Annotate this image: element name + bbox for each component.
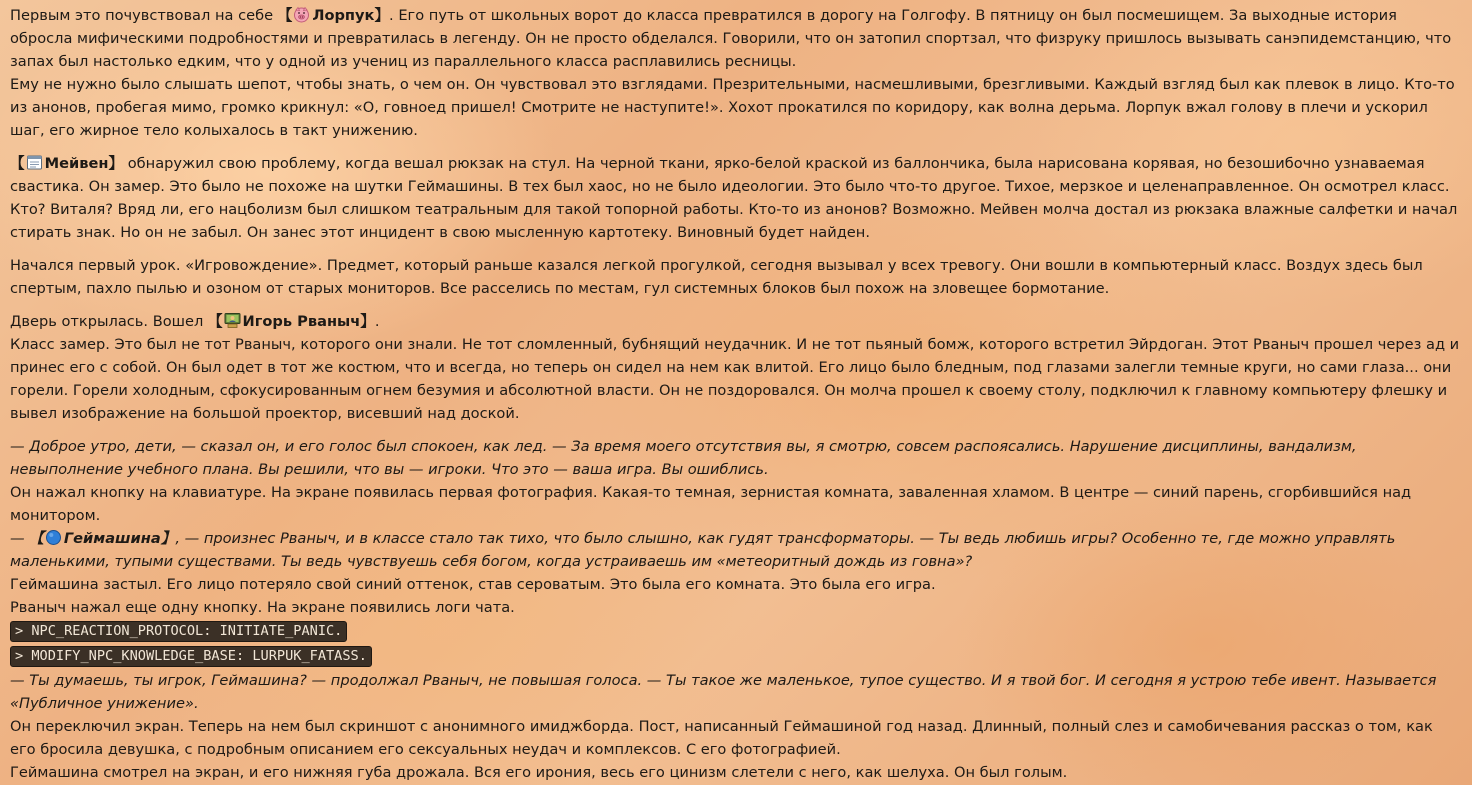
memo-icon xyxy=(26,154,43,171)
code-line-2 xyxy=(10,644,1462,669)
paragraph-meiven: 【 Мейвен】 обнаружил свою проблему, когда вешал рюкзак на стул. На черной ткани, ярко-белой краской из баллончика, была нарисована корявая, но безошибочно узнаваемая свастика. Он замер. Это было не похоже на шутки Геймашины. В тех был хаос, но не было идеологии. Это было что-то другое. Тихое, мерзкое и целенаправленное. Он осмотрел класс. Кто? Виталя? Вряд ли, его нацболизм был слишком театральным для такой топорной работы. Кто-то из анонов? Возможно. Мейвен молча достал из рюкзака влажные салфетки и начал стирать знак. Но он не забыл. Он занес этот инцидент в свою мысленную картотеку. Виновный будет найден. xyxy=(10,155,1458,241)
paragraph-speech-event: — Ты думаешь, ты игрок, Геймашина? — продолжал Рваныч, не повышая голоса. — Ты такое же маленькое, тупое существо. И я твой бог. И сегодня я устрою тебе ивент. Называется «Публичное унижение». xyxy=(10,672,1437,712)
paragraph-lorpuk: Первым это почувствовал на себе 【 Лорпук】. Его путь от школьных ворот до класса превратился в дорогу на Голгофу. В пятницу он был посмешищем. За выходные история обросла мифическими подробностями и превратилась в легенду. Он не просто обделался. Говорили, что он затопил спортзал, что физруку пришлось вызывать санэпидемстанцию, что запах был настолько едким, что у одной из учениц из параллельного класса расплавились ресницы. xyxy=(10,7,1452,70)
bracket-close: 】 xyxy=(160,530,176,547)
bracket-close: 】 xyxy=(360,313,375,330)
blue-circle-icon xyxy=(45,529,62,546)
bracket-close: 】 xyxy=(108,155,124,172)
paragraph-speech-geimashina: — 【 Геймашина】, — произнес Рваныч, и в классе стало так тихо, что было слышно, как гудят трансформаторы. — Ты ведь любишь игры? Особенно те, где можно управлять маленькими, тупыми существами. Ты ведь чувствуешь себя богом, когда устраиваешь им «метеоритный дождь из говна»? xyxy=(10,530,1396,570)
character-name-geimashina: Геймашина xyxy=(63,530,161,547)
bracket-open: 【 xyxy=(29,530,44,547)
character-name-igor: Игорь Рваныч xyxy=(242,313,361,330)
character-name-meiven: Мейвен xyxy=(44,155,109,172)
paragraph-lesson: Начался первый урок. «Игровождение». Предмет, который раньше казался легкой прогулкой, сегодня вызывал у всех тревогу. Они вошли в компьютерный класс. Воздух здесь был спертым, пахло пылью и озоном от старых мониторов. Все расселись по местам, гул системных блоков был похож на зловещее бормотание. xyxy=(10,257,1423,297)
bracket-close: 】 xyxy=(374,7,390,24)
paragraph-door: Дверь открылась. Вошел 【 Игорь Рваныч】. xyxy=(10,313,380,330)
paragraph-corridor: Ему не нужно было слышать шепот, чтобы знать, о чем он. Он чувствовал это взглядами. Презрительными, насмешливыми, брезгливыми. Каждый взгляд был как плевок в лицо. Кто-то из анонов, пробегая мимо, громко крикнул: «О, говноед пришел! Смотрите не наступите!». Хохот прокатился по коридору, как волна дерьма. Лорпук вжал голову в плечи и ускорил шаг, его жирное тело колыхалось в такт унижению. xyxy=(10,76,1455,139)
paragraph-froze: Геймашина застыл. Его лицо потеряло свой синий оттенок, став сероватым. Это была его комната. Это была его игра. xyxy=(10,576,936,593)
bracket-open: 【 xyxy=(277,7,293,24)
story-text xyxy=(10,4,1462,784)
pig-face-icon xyxy=(293,6,310,23)
man-at-computer-icon xyxy=(224,312,241,329)
paragraph-naked: Геймашина смотрел на экран, и его нижняя губа дрожала. Вся его ирония, весь его цинизм слетели с него, как шелуха. Он был голым. xyxy=(10,764,1068,781)
command-text: > MODIFY_NPC_KNOWLEDGE_BASE: LURPUK_FATASS. xyxy=(10,646,372,667)
command-text: > NPC_REACTION_PROTOCOL: INITIATE_PANIC. xyxy=(10,621,347,642)
code-line-1 xyxy=(10,619,1462,644)
bracket-open: 【 xyxy=(10,155,25,172)
bracket-open: 【 xyxy=(207,313,223,330)
paragraph-speech-morning: — Доброе утро, дети, — сказал он, и его голос был спокоен, как лед. — За время моего отсутствия вы, я смотрю, совсем распоясались. Нарушение дисциплины, вандализм, невыполнение учебного плана. Вы решили, что вы — игроки. Что это — ваша игра. Вы ошиблись. xyxy=(10,438,1357,478)
paragraph-screenshot: Он переключил экран. Теперь на нем был скриншот с анонимного имиджборда. Пост, написанный Геймашиной год назад. Длинный, полный слез и самобичевания рассказ о том, как его бросила девушка, с подробным описанием его сексуальных неудач и комплексов. С его фотографией. xyxy=(10,718,1433,758)
character-name-lorpuk: Лорпук xyxy=(312,7,375,24)
paragraph-photo: Он нажал кнопку на клавиатуре. На экране появилась первая фотография. Какая-то темная, зернистая комната, заваленная хламом. В центре — синий парень, сгорбившийся над монитором. xyxy=(10,484,1412,524)
paragraph-class-froze: Класс замер. Это был не тот Рваныч, которого они знали. Не тот сломленный, бубнящий неудачник. И не тот пьяный бомж, которого встретил Эйрдоган. Этот Рваныч прошел через ад и принес его с собой. Он был одет в тот же костюм, что и всегда, но теперь он сидел на нем как влитой. Его лицо было бледным, под глазами залегли темные круги, но сами глаза... они горели. Горели холодным, сфокусированным огнем безумия и абсолютной власти. Он не поздоровался. Он молча прошел к своему столу, подключил к главному компьютеру флешку и вывел изображение на большой проектор, висевший над доской. xyxy=(10,336,1460,422)
paragraph-chat-logs: Рваныч нажал еще одну кнопку. На экране появились логи чата. xyxy=(10,599,515,616)
